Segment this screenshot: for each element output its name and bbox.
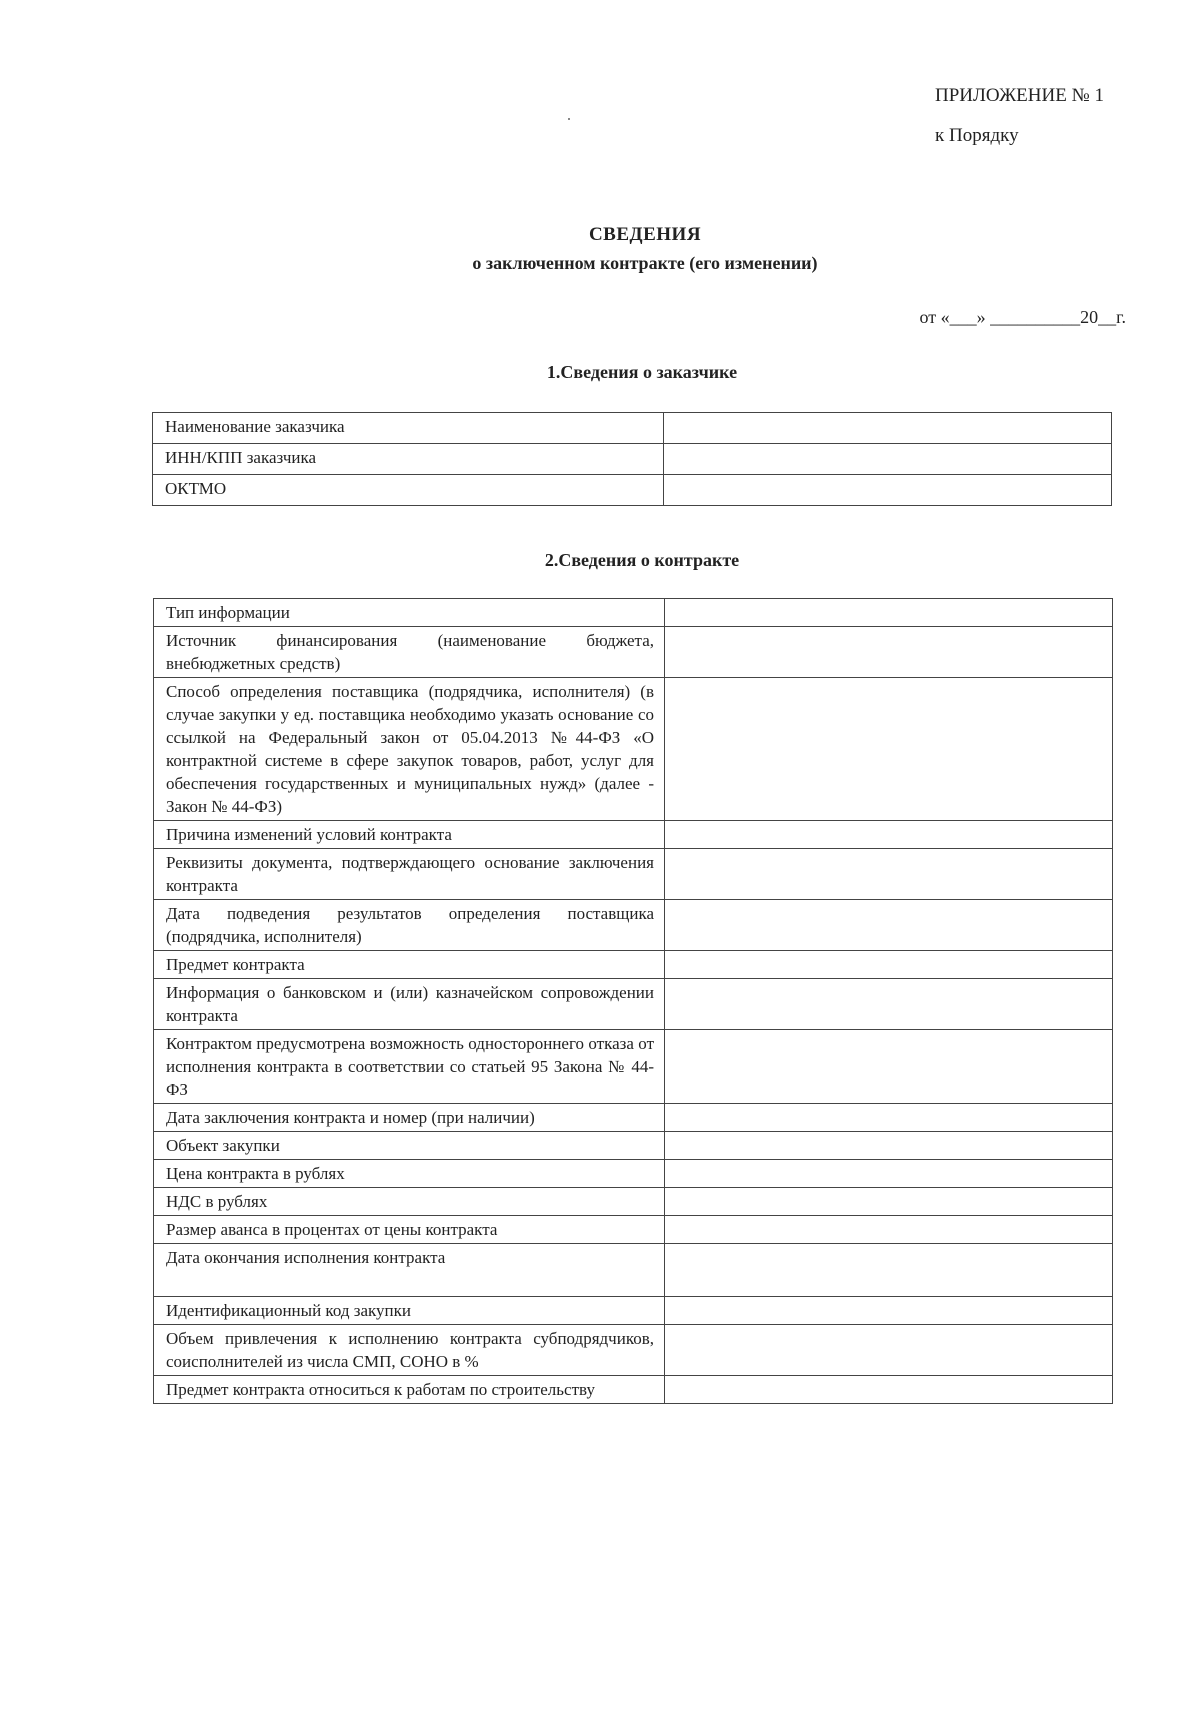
row-value-field[interactable] [665, 1160, 1113, 1188]
row-label: Источник финансирования (наименование бюджета, внебюджетных средств) [154, 627, 665, 678]
table-row [154, 1104, 1113, 1132]
row-value-field[interactable] [665, 1188, 1113, 1216]
table-row [154, 821, 1113, 849]
row-label: Информация о банковском и (или) казначейском сопровождении контракта [154, 979, 665, 1030]
row-value-field[interactable] [665, 1244, 1113, 1297]
row-label: ОКТМО [153, 475, 664, 506]
row-value-field[interactable] [664, 413, 1112, 444]
table-row [154, 1160, 1113, 1188]
section1-title: 1.Сведения о заказчике [546, 362, 738, 382]
row-value-field[interactable] [665, 1216, 1113, 1244]
table-row [154, 1325, 1113, 1376]
row-value-field[interactable] [665, 1132, 1113, 1160]
contract-info-table [153, 598, 1113, 1404]
table-row [153, 413, 1112, 444]
table-row [154, 1132, 1113, 1160]
row-value-field[interactable] [665, 900, 1113, 951]
row-value-field[interactable] [665, 1297, 1113, 1325]
row-value-field[interactable] [665, 951, 1113, 979]
row-value-field[interactable] [665, 979, 1113, 1030]
table-row [154, 1216, 1113, 1244]
row-value-field[interactable] [664, 475, 1112, 506]
row-value-field[interactable] [665, 1030, 1113, 1104]
row-value-field[interactable] [665, 1325, 1113, 1376]
appendix-reference: к Порядку [935, 125, 1019, 146]
table-row [154, 1244, 1113, 1297]
row-label: Способ определения поставщика (подрядчика, исполнителя) (в случае закупки у ед. поставщика необходимо указать основание со ссылкой на Федеральный закон от 05.04.2013 №44-ФЗ «О контрактной системе в сфере закупок товаров, работ, услуг для обеспечения государственных и муниципальных нужд» (далее - Закон № 44-ФЗ) [154, 678, 665, 821]
date-line: от «___» __________20__г. [919, 307, 1126, 327]
row-label: Реквизиты документа, подтверждающего основание заключения контракта [154, 849, 665, 900]
row-label: Предмет контракта [154, 951, 665, 979]
table-row [154, 1030, 1113, 1104]
row-value-field[interactable] [665, 1104, 1113, 1132]
table-row [154, 979, 1113, 1030]
row-label: Цена контракта в рублях [154, 1160, 665, 1188]
table-row [154, 1376, 1113, 1404]
row-value-field[interactable] [664, 444, 1112, 475]
row-value-field[interactable] [665, 678, 1113, 821]
table-row [154, 599, 1113, 627]
table-row [154, 951, 1113, 979]
row-label: Дата окончания исполнения контракта [154, 1244, 665, 1297]
row-label: Объем привлечения к исполнению контракта субподрядчиков, соисполнителей из числа СМП, СОНО в % [154, 1325, 665, 1376]
row-label: Дата заключения контракта и номер (при наличии) [154, 1104, 665, 1132]
table-row [153, 475, 1112, 506]
table-row [154, 900, 1113, 951]
row-label: Причина изменений условий контракта [154, 821, 665, 849]
appendix-header [935, 84, 1104, 148]
row-label: НДС в рублях [154, 1188, 665, 1216]
row-label: Предмет контракта относиться к работам по строительству [154, 1376, 665, 1404]
table-row [154, 849, 1113, 900]
table-row [154, 627, 1113, 678]
section2-title: 2.Сведения о контракте [544, 550, 740, 570]
row-value-field[interactable] [665, 849, 1113, 900]
row-label: Размер аванса в процентах от цены контракта [154, 1216, 665, 1244]
row-label: Наименование заказчика [153, 413, 664, 444]
document-subtitle: о заключенном контракте (его изменении) [472, 253, 818, 273]
scan-speck [568, 118, 570, 120]
row-label: Тип информации [154, 599, 665, 627]
customer-info-table [152, 412, 1112, 506]
row-value-field[interactable] [665, 821, 1113, 849]
row-value-field[interactable] [665, 599, 1113, 627]
table-row [154, 1297, 1113, 1325]
row-label: Контрактом предусмотрена возможность одностороннего отказа от исполнения контракта в соответствии со статьей 95 Закона № 44-ФЗ [154, 1030, 665, 1104]
table-row [154, 1188, 1113, 1216]
row-value-field[interactable] [665, 1376, 1113, 1404]
row-label: ИНН/КПП заказчика [153, 444, 664, 475]
document-title: СВЕДЕНИЯ [588, 224, 702, 245]
row-label: Идентификационный код закупки [154, 1297, 665, 1325]
row-value-field[interactable] [665, 627, 1113, 678]
table-row [153, 444, 1112, 475]
appendix-number: ПРИЛОЖЕНИЕ № 1 [935, 85, 1104, 106]
row-label: Дата подведения результатов определения поставщика (подрядчика, исполнителя) [154, 900, 665, 951]
table-row [154, 678, 1113, 821]
row-label: Объект закупки [154, 1132, 665, 1160]
